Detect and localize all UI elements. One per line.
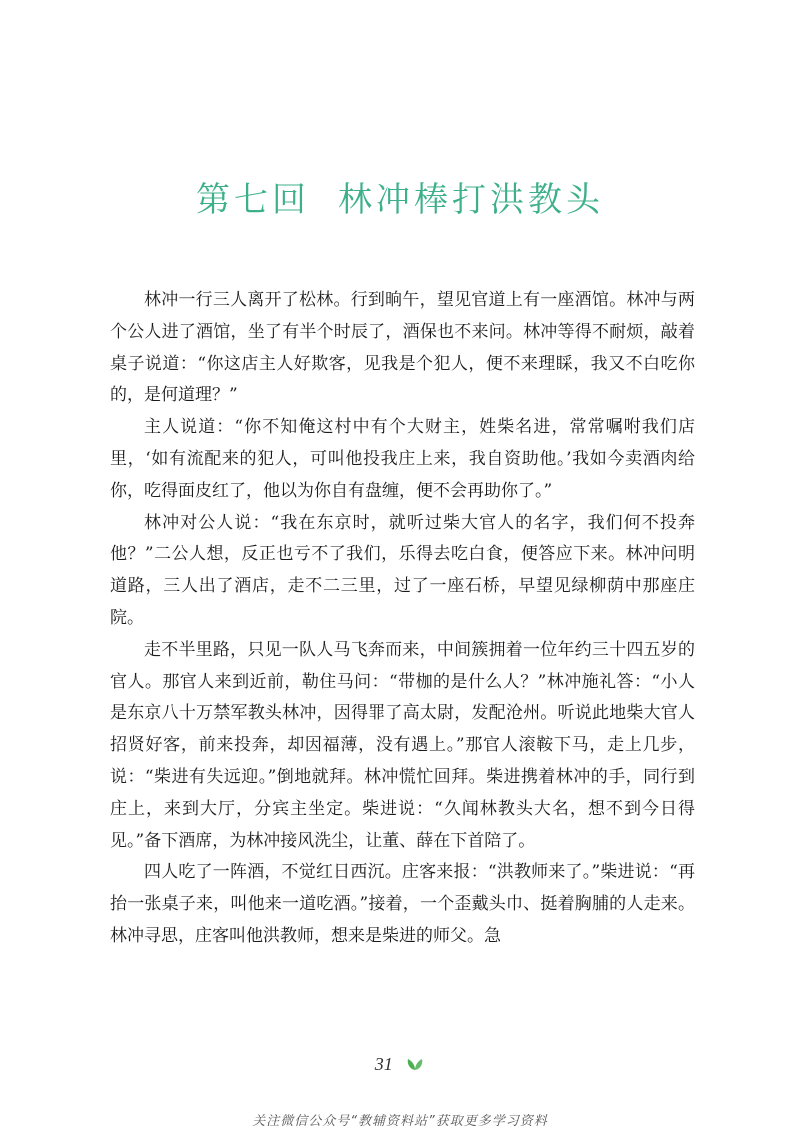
chapter-title	[0, 172, 800, 221]
chapter-number: 第七回	[196, 180, 310, 220]
paragraph: 林冲对公人说：“我在东京时，就听过柴大官人的名字，我们何不投奔他？”二公人想，反正也亏不了我们，乐得去吃白食，便答应下来。林冲问明道路，三人出了酒店，走不二三里，过了一座石桥，早望见绿柳荫中那座庄院。	[110, 512, 695, 628]
chapter-body	[110, 285, 695, 1045]
paragraph: 林冲一行三人离开了松林。行到晌午，望见官道上有一座酒馆。林冲与两个公人进了酒馆，坐了有半个时辰了，酒保也不来问。林冲等得不耐烦，敲着桌子说道：“你这店主人好欺客，见我是个犯人，便不来理睬，我又不白吃你的，是何道理？”	[110, 290, 695, 406]
chapter-name: 林冲棒打洪教头	[338, 180, 604, 220]
watermark-text: 关注微信公众号“教辅资料站”获取更多学习资料	[252, 1114, 548, 1129]
paragraph: 四人吃了一阵酒，不觉红日西沉。庄客来报：“洪教师来了。”柴进说：“再抬一张桌子来，叫他来一道吃酒。”接着，一个歪戴头巾、挺着胸脯的人走来。林冲寻思，庄客叫他洪教师，想来是柴进的师父。急	[110, 862, 695, 946]
page-number: 31	[374, 1054, 393, 1074]
leaf-icon	[405, 1055, 425, 1076]
paragraph: 主人说道：“你不知俺这村中有个大财主，姓柴名进，常常嘱咐我们店里，‘如有流配来的犯人，可叫他投我庄上来，我自资助他。’我如今卖酒肉给你，吃得面皮红了，他以为你自有盘缠，便不会再助你了。”	[110, 417, 695, 501]
page-footer	[0, 1054, 800, 1076]
paragraph: 走不半里路，只见一队人马飞奔而来，中间簇拥着一位年约三十四五岁的官人。那官人来到近前，勒住马问：“带枷的是什么人？”林冲施礼答：“小人是东京八十万禁军教头林冲，因得罪了高太尉，发配沧州。听说此地柴大官人招贤好客，前来投奔，却因福薄，没有遇上。”那官人滚鞍下马，走上几步，说：“柴进有失远迎。”倒地就拜。林冲慌忙回拜。柴进携着林冲的手，同行到庄上，来到大厅，分宾主坐定。柴进说：“久闻林教头大名，想不到今日得见。”备下酒席，为林冲接风洗尘，让董、薛在下首陪了。	[110, 639, 695, 851]
